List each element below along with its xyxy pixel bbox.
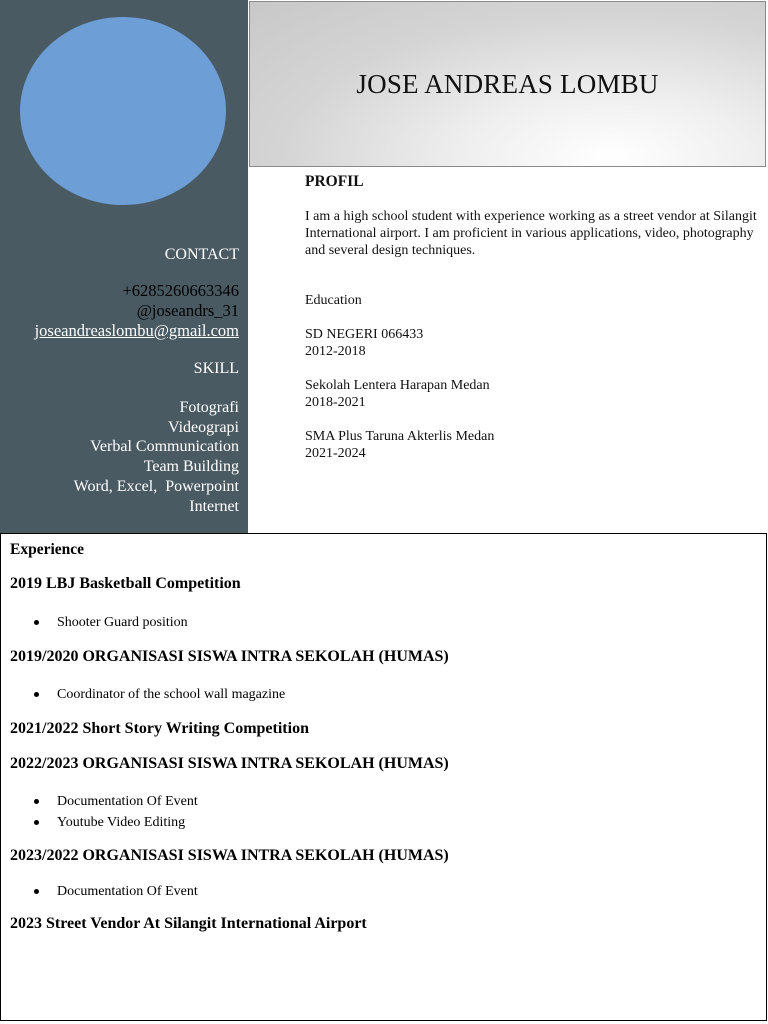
profile-photo-placeholder — [20, 17, 226, 205]
school-years: 2021-2024 — [305, 446, 366, 461]
profil-text: I am a high school student with experience working as a street vendor at Silangit International airport. I am proficient in various applications, video, photography and several design techniques. — [305, 209, 757, 258]
education-item — [305, 428, 760, 462]
skill-item: Verbal Communication — [90, 438, 239, 456]
school-name: SMA Plus Taruna Akterlis Medan — [305, 429, 495, 444]
profil-heading: PROFIL — [305, 173, 364, 190]
contact-details — [35, 281, 239, 341]
full-name: JOSE ANDREAS LOMBU — [356, 69, 659, 99]
education-section — [305, 292, 760, 462]
bullet-item: Coordinator of the school wall magazine — [33, 684, 285, 705]
bullet-item: Youtube Video Editing — [33, 812, 198, 833]
social-handle: @joseandrs_31 — [136, 301, 239, 320]
education-item — [305, 377, 760, 411]
experience-entry-title: 2023/2022 ORGANISASI SISWA INTRA SEKOLAH (HUMAS) — [10, 847, 449, 864]
skill-item: Team Building — [143, 458, 239, 476]
experience-section — [0, 533, 767, 1021]
experience-entry-title: 2023 Street Vendor At Silangit International Airport — [10, 915, 367, 932]
sidebar — [0, 0, 248, 533]
skill-item: Fotografi — [179, 399, 239, 416]
school-name: SD NEGERI 066433 — [305, 327, 424, 342]
bullet-item: Documentation Of Event — [33, 881, 198, 902]
skill-item: Internet — [189, 497, 239, 515]
school-name: Sekolah Lentera Harapan Medan — [305, 378, 490, 393]
experience-bullets — [33, 791, 198, 833]
experience-bullets — [33, 684, 285, 705]
experience-heading: Experience — [10, 541, 85, 558]
experience-entry-title: 2019/2020 ORGANISASI SISWA INTRA SEKOLAH (HUMAS) — [10, 648, 449, 665]
education-item — [305, 326, 760, 360]
skill-item: Word, Excel, Powerpoint — [73, 477, 239, 495]
experience-bullets — [33, 612, 188, 633]
bullet-item: Shooter Guard position — [33, 612, 188, 633]
skill-list — [74, 398, 239, 516]
name-header — [249, 1, 766, 167]
experience-entry-title: 2021/2022 Short Story Writing Competition — [10, 720, 309, 737]
bullet-item: Documentation Of Event — [33, 791, 198, 812]
experience-entry-title: 2022/2023 ORGANISASI SISWA INTRA SEKOLAH (HUMAS) — [10, 755, 449, 772]
phone-number: +6285260663346 — [122, 281, 239, 300]
education-heading: Education — [305, 293, 362, 308]
school-years: 2012-2018 — [305, 344, 366, 359]
experience-entry-title: 2019 LBJ Basketball Competition — [10, 575, 241, 592]
skill-heading: SKILL — [193, 360, 239, 377]
experience-bullets — [33, 881, 198, 902]
contact-heading: CONTACT — [164, 246, 239, 263]
email-link[interactable]: joseandreaslombu@gmail.com — [34, 321, 239, 340]
skill-item: Videograpi — [167, 418, 239, 436]
school-years: 2018-2021 — [305, 395, 366, 410]
